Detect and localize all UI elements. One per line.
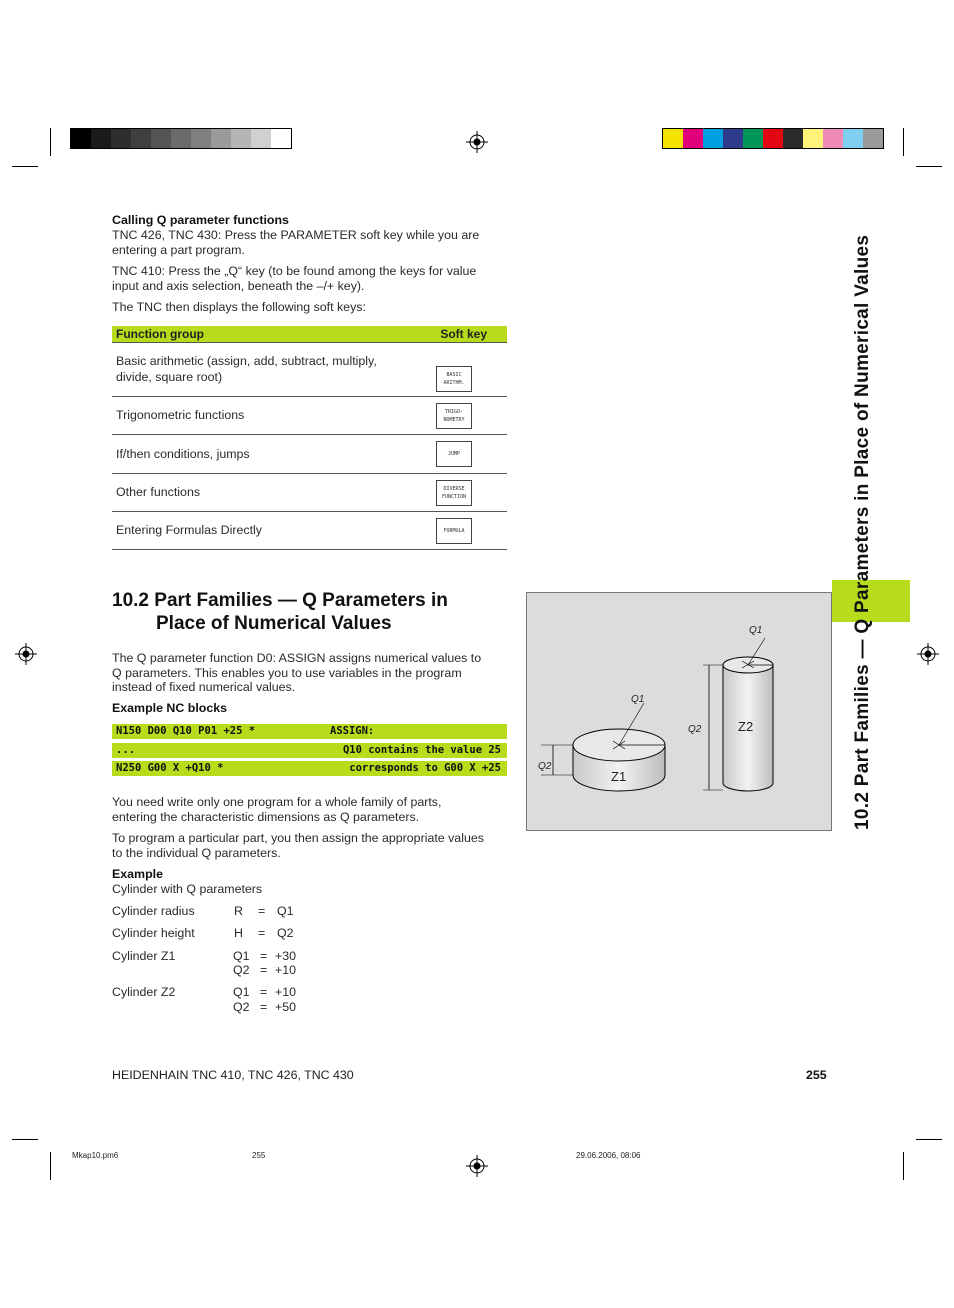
registration-mark-icon	[466, 131, 488, 153]
param-cylinder-z1: Cylinder Z1 Q1 = +30 Q2 = +10	[112, 949, 297, 977]
formula-softkey[interactable]: FORMULA	[436, 518, 472, 544]
registration-mark-icon	[917, 643, 939, 665]
color-calibration-bar	[662, 128, 884, 149]
table-row	[112, 434, 507, 473]
param-cylinder-z2: Cylinder Z2 Q1 = +10 Q2 = +50	[112, 985, 297, 1014]
table-row	[112, 473, 507, 511]
color-swatch	[723, 129, 743, 148]
crop-mark	[916, 1139, 942, 1140]
table-row	[112, 511, 507, 550]
color-swatch	[863, 129, 883, 148]
grayscale-swatch	[111, 129, 131, 148]
label-q2-short: Q2	[538, 761, 552, 772]
row-label: Entering Formulas Directly	[116, 523, 262, 537]
side-running-title: 10.2 Part Families — Q Parameters in Place of Numerical Values	[852, 234, 873, 830]
footer-product: HEIDENHAIN TNC 410, TNC 426, TNC 430	[112, 1068, 354, 1082]
color-swatch	[703, 129, 723, 148]
program-paragraph: To program a particular part, you then assign the appropriate values to the individual Q parameters.	[112, 831, 484, 860]
color-swatch	[823, 129, 843, 148]
grayscale-swatch	[231, 129, 251, 148]
crop-mark	[50, 1152, 51, 1180]
param-cylinder-radius: Cylinder radius R = Q1	[112, 904, 294, 918]
section-heading	[112, 589, 448, 612]
family-paragraph: You need write only one program for a whole family of parts, entering the characteristic dimensions as Q parameters.	[112, 795, 442, 824]
row-label: If/then conditions, jumps	[116, 447, 250, 461]
crop-mark	[12, 1139, 38, 1140]
table-header	[112, 326, 507, 342]
param-cylinder-height: Cylinder height H = Q2	[112, 926, 294, 940]
color-swatch	[803, 129, 823, 148]
example-subtitle: Cylinder with Q parameters	[112, 882, 263, 896]
row-label: Other functions	[116, 485, 201, 499]
label-z1: Z1	[611, 769, 627, 784]
color-swatch	[763, 129, 783, 148]
jump-softkey[interactable]: JUMP	[436, 441, 472, 467]
grayscale-swatch	[91, 129, 111, 148]
calling-heading: Calling Q parameter functions	[112, 213, 289, 227]
section-title-line-1: Part Families — Q Parameters in	[154, 590, 448, 611]
table-row	[112, 342, 507, 396]
registration-mark-icon	[15, 643, 37, 665]
label-z2: Z2	[738, 719, 754, 734]
slug-file: Mkap10.pm6	[72, 1151, 119, 1160]
grayscale-swatch	[191, 129, 211, 148]
cylinder-illustration	[527, 593, 831, 830]
basic-arithm-softkey[interactable]: BASIC ARITHM.	[436, 366, 472, 392]
grayscale-swatch	[271, 129, 291, 148]
color-swatch	[783, 129, 803, 148]
calling-paragraph-3: The TNC then displays the following soft keys:	[112, 300, 366, 314]
grayscale-swatch	[171, 129, 191, 148]
grayscale-swatch	[211, 129, 231, 148]
slug-page: 255	[252, 1151, 266, 1160]
slug-date: 29.06.2006, 08:06	[576, 1151, 641, 1160]
label-q2-tall: Q2	[688, 724, 702, 735]
diverse-function-softkey[interactable]: DIVERSE FUNCTION	[436, 480, 472, 506]
column-header-soft-key: Soft key	[440, 327, 487, 341]
grayscale-swatch	[151, 129, 171, 148]
example-nc-heading: Example NC blocks	[112, 701, 228, 715]
label-q1-mid: Q1	[631, 694, 645, 705]
crop-mark	[903, 1152, 904, 1180]
crop-mark	[916, 166, 942, 167]
section-title-line-2: Place of Numerical Values	[156, 613, 392, 634]
color-swatch	[743, 129, 763, 148]
trigonometry-softkey[interactable]: TRIGO- NOMETRY	[436, 403, 472, 429]
crop-mark	[903, 128, 904, 156]
nc-block: ... Q10 contains the value 25	[112, 743, 507, 758]
color-swatch	[663, 129, 683, 148]
color-swatch	[683, 129, 703, 148]
section-intro: The Q parameter function D0: ASSIGN assigns numerical values to Q parameters. This enables you to use variables in the program instead of fixed numerical values.	[112, 651, 482, 694]
page-number: 255	[806, 1068, 827, 1082]
example-heading: Example	[112, 867, 163, 881]
grayscale-calibration-bar	[70, 128, 292, 149]
label-q1-top: Q1	[749, 625, 763, 636]
grayscale-swatch	[71, 129, 91, 148]
grayscale-swatch	[251, 129, 271, 148]
row-label: Trigonometric functions	[116, 408, 245, 422]
nc-block: N250 G00 X +Q10 * corresponds to G00 X +25	[112, 761, 507, 776]
cylinder-figure	[526, 592, 832, 831]
registration-mark-icon	[466, 1155, 488, 1177]
crop-mark	[50, 128, 51, 156]
color-swatch	[843, 129, 863, 148]
section-number: 10.2	[112, 590, 149, 611]
nc-block: N150 D00 Q10 P01 +25 * ASSIGN:	[112, 724, 507, 739]
calling-paragraph-2: TNC 410: Press the „Q“ key (to be found among the keys for value input and axis selection, beneath the –/+ key).	[112, 264, 477, 293]
crop-mark	[12, 166, 38, 167]
table-row	[112, 396, 507, 434]
grayscale-swatch	[131, 129, 151, 148]
column-header-function-group: Function group	[116, 327, 204, 341]
softkey-table	[112, 326, 507, 550]
calling-paragraph-1: TNC 426, TNC 430: Press the PARAMETER soft key while you are entering a part program.	[112, 228, 480, 257]
row-label: Basic arithmetic (assign, add, subtract, multiply, divide, square root)	[116, 354, 377, 384]
